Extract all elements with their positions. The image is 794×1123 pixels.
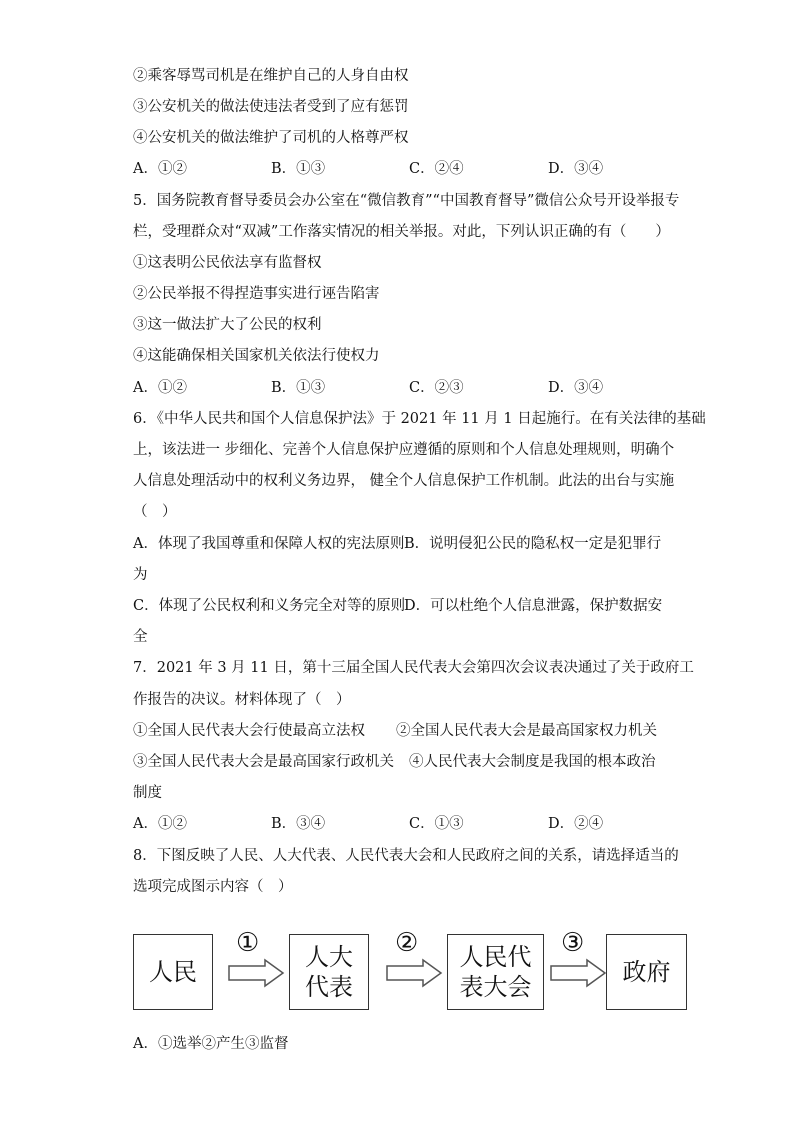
- q8-option-a[interactable]: A．①选举②产生③监督: [133, 1036, 289, 1052]
- q5-statement-1: ①这表明公民依法享有监督权: [133, 255, 322, 271]
- diagram-box-government-line-1: 政府: [622, 958, 671, 986]
- diagram-box-government: [606, 934, 687, 1010]
- q7-statement-4-wrap: 制度: [133, 785, 162, 801]
- q4-option-c[interactable]: C．②④: [409, 161, 464, 177]
- diagram-step-2: ②: [395, 928, 419, 958]
- q7-statements-row-2: [133, 752, 656, 772]
- q7-statement-1: ①全国人民代表大会行使最高立法权: [133, 723, 365, 739]
- q7-option-b[interactable]: B．③④: [271, 816, 326, 832]
- diagram-box-npc: [447, 934, 544, 1010]
- q5-stem-line-1: 5．国务院教育督导委员会办公室在“微信教育”“中国教育督导”微信公众号开设举报专: [133, 193, 680, 209]
- diagram-box-deputies-line-1: 人大: [305, 943, 353, 971]
- relationship-diagram: [133, 928, 688, 1014]
- q8-stem-line-1: 8．下图反映了人民、人大代表、人民代表大会和人民政府之间的关系，请选择适当的: [133, 848, 679, 864]
- diagram-box-deputies-line-2: 代表: [305, 973, 353, 1001]
- diagram-step-3: ③: [561, 928, 585, 958]
- q4-statement-3: ③公安机关的做法使违法者受到了应有惩罚: [133, 99, 409, 115]
- arrow-right-icon: [227, 958, 287, 988]
- q4-option-b[interactable]: B．①③: [271, 161, 326, 177]
- q5-option-d[interactable]: D．③④: [548, 380, 604, 396]
- q5-option-b[interactable]: B．①③: [271, 380, 326, 396]
- q7-statement-4: ④人民代表大会制度是我国的根本政治: [409, 754, 656, 770]
- q6-options-row-2: [133, 596, 663, 616]
- q7-statement-2: ②全国人民代表大会是最高国家权力机关: [396, 723, 657, 739]
- q6-options-row-1: [133, 534, 662, 554]
- q6-stem-line-1: 6．《中华人民共和国个人信息保护法》于 2021 年 11 月 1 日起施行。在有关法律的基础: [133, 411, 706, 427]
- q6-option-d-wrap: 全: [133, 629, 148, 645]
- diagram-box-npc-line-1: 人民代: [459, 943, 532, 971]
- q7-option-c[interactable]: C．①③: [409, 816, 464, 832]
- q6-option-d[interactable]: D．可以杜绝个人信息泄露，保护数据安: [404, 598, 663, 614]
- q6-stem-line-3: 人信息处理活动中的权利义务边界， 健全个人信息保护工作机制。此法的出台与实施: [133, 473, 675, 489]
- arrow-right-icon: [385, 958, 445, 988]
- q6-option-a[interactable]: A．体现了我国尊重和保障人权的宪法原则: [133, 536, 405, 552]
- q7-stem-line-1: 7．2021 年 3 月 11 日，第十三届全国人民代表大会第四次会议表决通过了关于政府工: [133, 660, 694, 676]
- q6-stem-line-4: （ ）: [133, 504, 177, 520]
- q7-statements-row-1: [133, 721, 657, 741]
- diagram-box-npc-deputies: [289, 934, 369, 1010]
- q7-option-a[interactable]: A．①②: [133, 816, 187, 832]
- q4-option-a[interactable]: A．①②: [133, 161, 187, 177]
- q5-stem-line-2: 栏，受理群众对“双减”工作落实情况的相关举报。对此，下列认识正确的有（ ）: [133, 224, 670, 240]
- q5-option-c[interactable]: C．②③: [409, 380, 464, 396]
- q6-stem-line-2: 上，该法进一 步细化、完善个人信息保护应遵循的原则和个人信息处理规则，明确个: [133, 442, 675, 458]
- arrow-right-icon: [549, 958, 609, 988]
- q4-statement-4: ④公安机关的做法维护了司机的人格尊严权: [133, 130, 409, 146]
- q6-option-b[interactable]: B．说明侵犯公民的隐私权一定是犯罪行: [404, 536, 662, 552]
- q4-statement-2: ②乘客辱骂司机是在维护自己的人身自由权: [133, 68, 409, 84]
- q7-statement-3: ③全国人民代表大会是最高国家行政机关: [133, 754, 394, 770]
- q5-statement-2: ②公民举报不得捏造事实进行诬告陷害: [133, 286, 380, 302]
- q7-stem-line-2: 作报告的决议。材料体现了（ ）: [133, 692, 351, 708]
- diagram-box-npc-line-2: 表大会: [459, 973, 532, 1001]
- q6-option-b-wrap: 为: [133, 567, 148, 583]
- q8-stem-line-2: 选项完成图示内容（ ）: [133, 879, 293, 895]
- q5-statement-4: ④这能确保相关国家机关依法行使权力: [133, 348, 380, 364]
- q4-option-d[interactable]: D．③④: [548, 161, 604, 177]
- q6-option-c[interactable]: C．体现了公民权利和义务完全对等的原则: [133, 598, 406, 614]
- q5-statement-3: ③这一做法扩大了公民的权利: [133, 317, 322, 333]
- diagram-box-people: [133, 934, 213, 1010]
- diagram-box-people-line-1: 人民: [149, 958, 197, 986]
- q5-option-a[interactable]: A．①②: [133, 380, 187, 396]
- q7-option-d[interactable]: D．②④: [548, 816, 604, 832]
- diagram-step-1: ①: [236, 928, 260, 958]
